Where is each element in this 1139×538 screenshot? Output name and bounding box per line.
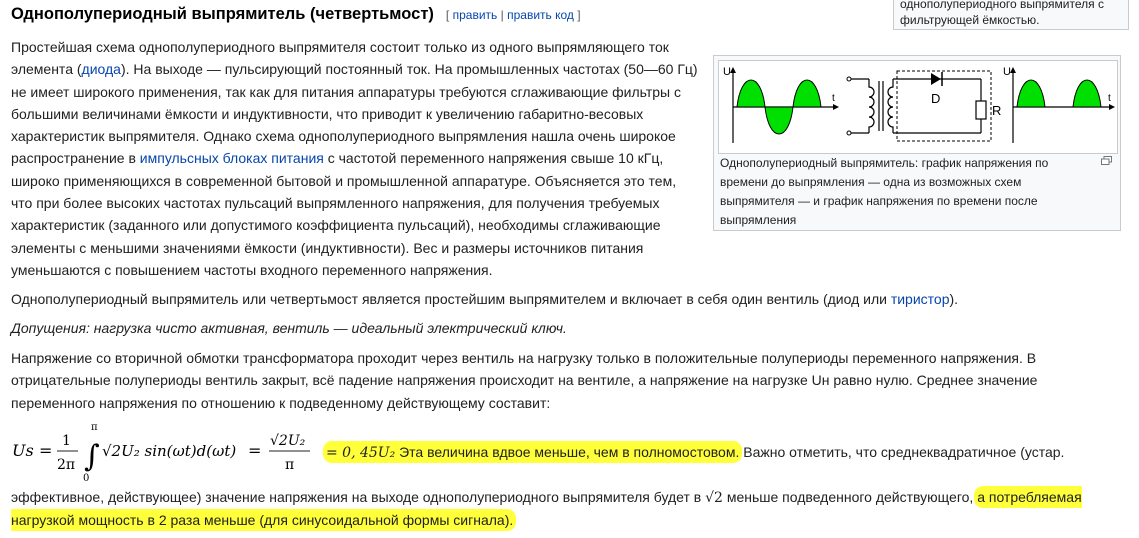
pulse-power-link[interactable]: импульсных блоках питания — [139, 150, 324, 167]
left-negative-half — [765, 107, 793, 134]
paragraph-intro: Простейшая схема однополупериодного выпрямителя состоит только из одного выпрямляющего ток элемента (диода). На выходе — пульсирующий постоянный ток. На промышленных частотах (50—60 Гц) не имеет широкого применения, так как для питания аппаратуры требуются сглаживающие фильтры с большими величинами ёмкости и индуктивности, что приводит к увеличению габаритно-весовых характеристик выпрямителя. Однако схема однополупериодного выпрямления нашла очень широкое распространение в импульсных блоках питания с частотой переменного напряжения свыше 10 кГц, широко применяющихся в современной бытовой и промышленной аппаратуре. Объясняется это тем, что при более высоких частотах пульсаций выпрямленного напряжения, для получения требуемых характеристик (заданного или допустимого коэффициента пульсаций), необходимы сглаживающие элементы с меньшими значениями ёмкости (индуктивности). Вес и размеры источников питания уменьшаются с повышением частоты входного переменного напряжения. — [11, 39, 698, 278]
formula-result-line: = 0, 45U₂ Эта величина вдвое меньше, чем в полномостовом. Важно отметить, что среднеквадратичное (устар. — [326, 444, 1065, 461]
left-positive-half — [737, 80, 765, 107]
paragraph-rms: эффективное, действующее) значение напряжения на выходе однополупериодного выпрямителя будет в √2 меньше подведенного действующего, а потребляемая нагрузкой мощность в 2 раза меньше (для синусоидальной формы сигнала). — [11, 489, 1082, 529]
figure-thumbnail — [713, 55, 1121, 231]
transformer-symbol — [849, 79, 986, 133]
paragraph-assumptions: Допущения: нагрузка чисто активная, вентиль — идеальный электрический ключ. — [11, 320, 567, 336]
formula-result: = 0, 45U₂ — [326, 445, 396, 461]
integral-upper: π — [91, 422, 98, 433]
right-t-label: t — [1108, 93, 1111, 104]
integrand: √2U₂ sin(ωt)d(ωt) — [102, 442, 237, 460]
edit-code-link[interactable]: править код — [507, 8, 574, 22]
rectifier-diagram[interactable] — [718, 60, 1118, 154]
enlarge-icon[interactable] — [1101, 156, 1112, 165]
right-u-label: U — [1003, 66, 1011, 78]
right-positive-half — [1017, 80, 1045, 107]
previous-figure-caption: однополупериодного выпрямителя с фильтрующей ёмкостью. — [893, 0, 1129, 30]
diode-link[interactable]: диода — [81, 61, 121, 78]
highlighted-result: = 0, 45U₂ Эта величина вдвое меньше, чем в полномостовом. — [326, 444, 740, 461]
left-u-label: U — [723, 66, 731, 78]
rectifier-svg — [719, 61, 1117, 153]
average-voltage-formula — [10, 420, 330, 484]
highlighted-power-note: а потребляемая нагрузкой мощность в 2 раза меньше (для синусоидальной формы сигнала). — [11, 489, 1082, 529]
left-t-label: t — [832, 93, 835, 104]
frac1-numerator: 1 — [62, 433, 71, 449]
integral-lower: 0 — [83, 473, 90, 484]
section-title: Однополупериодный выпрямитель (четвертьмост) — [11, 5, 434, 23]
section-heading — [11, 5, 631, 24]
frac2-denominator: π — [285, 457, 295, 473]
figure-caption: Однополупериодный выпрямитель: график напряжения по времени до выпрямления — одна из возможных схем выпрямителя — и график напряжения по времени после выпрямления — [720, 156, 1049, 227]
svg-text:=: = — [248, 441, 262, 460]
paragraph-voltage: Напряжение со вторичной обмотки трансформатора проходит через вентиль на нагрузку только в положительные полупериоды переменного напряжения. В отрицательные полупериоды вентиль закрыт, всё падение напряжения происходит на вентиле, а напряжение на нагрузке Uн равно нулю. Среднее значение переменного напряжения по отношению к подведенному действующему составит: — [11, 350, 1038, 411]
formula-svg — [10, 420, 330, 484]
paragraph-definition: Однополупериодный выпрямитель или четвертьмост является простейшим выпрямителем и включает в себя один вентиль (диод или тиристор). — [11, 291, 959, 307]
edit-link[interactable]: править — [452, 8, 498, 22]
frac1-denominator: 2π — [57, 457, 76, 473]
svg-text:=: = — [39, 441, 53, 460]
resistor-label: R — [992, 103, 1002, 118]
right-positive-half-2 — [1073, 80, 1101, 107]
integral-sign: ∫ — [84, 439, 100, 474]
frac2-numerator: √2U₂ — [270, 433, 306, 449]
edit-links: [ править | править код ] — [445, 8, 581, 22]
sqrt-two: √2 — [705, 490, 723, 506]
thyristor-link[interactable]: тиристор — [890, 291, 950, 307]
left-positive-half-2 — [793, 80, 821, 107]
formula-lhs: Us — [12, 441, 34, 460]
diode-label: D — [931, 91, 941, 106]
